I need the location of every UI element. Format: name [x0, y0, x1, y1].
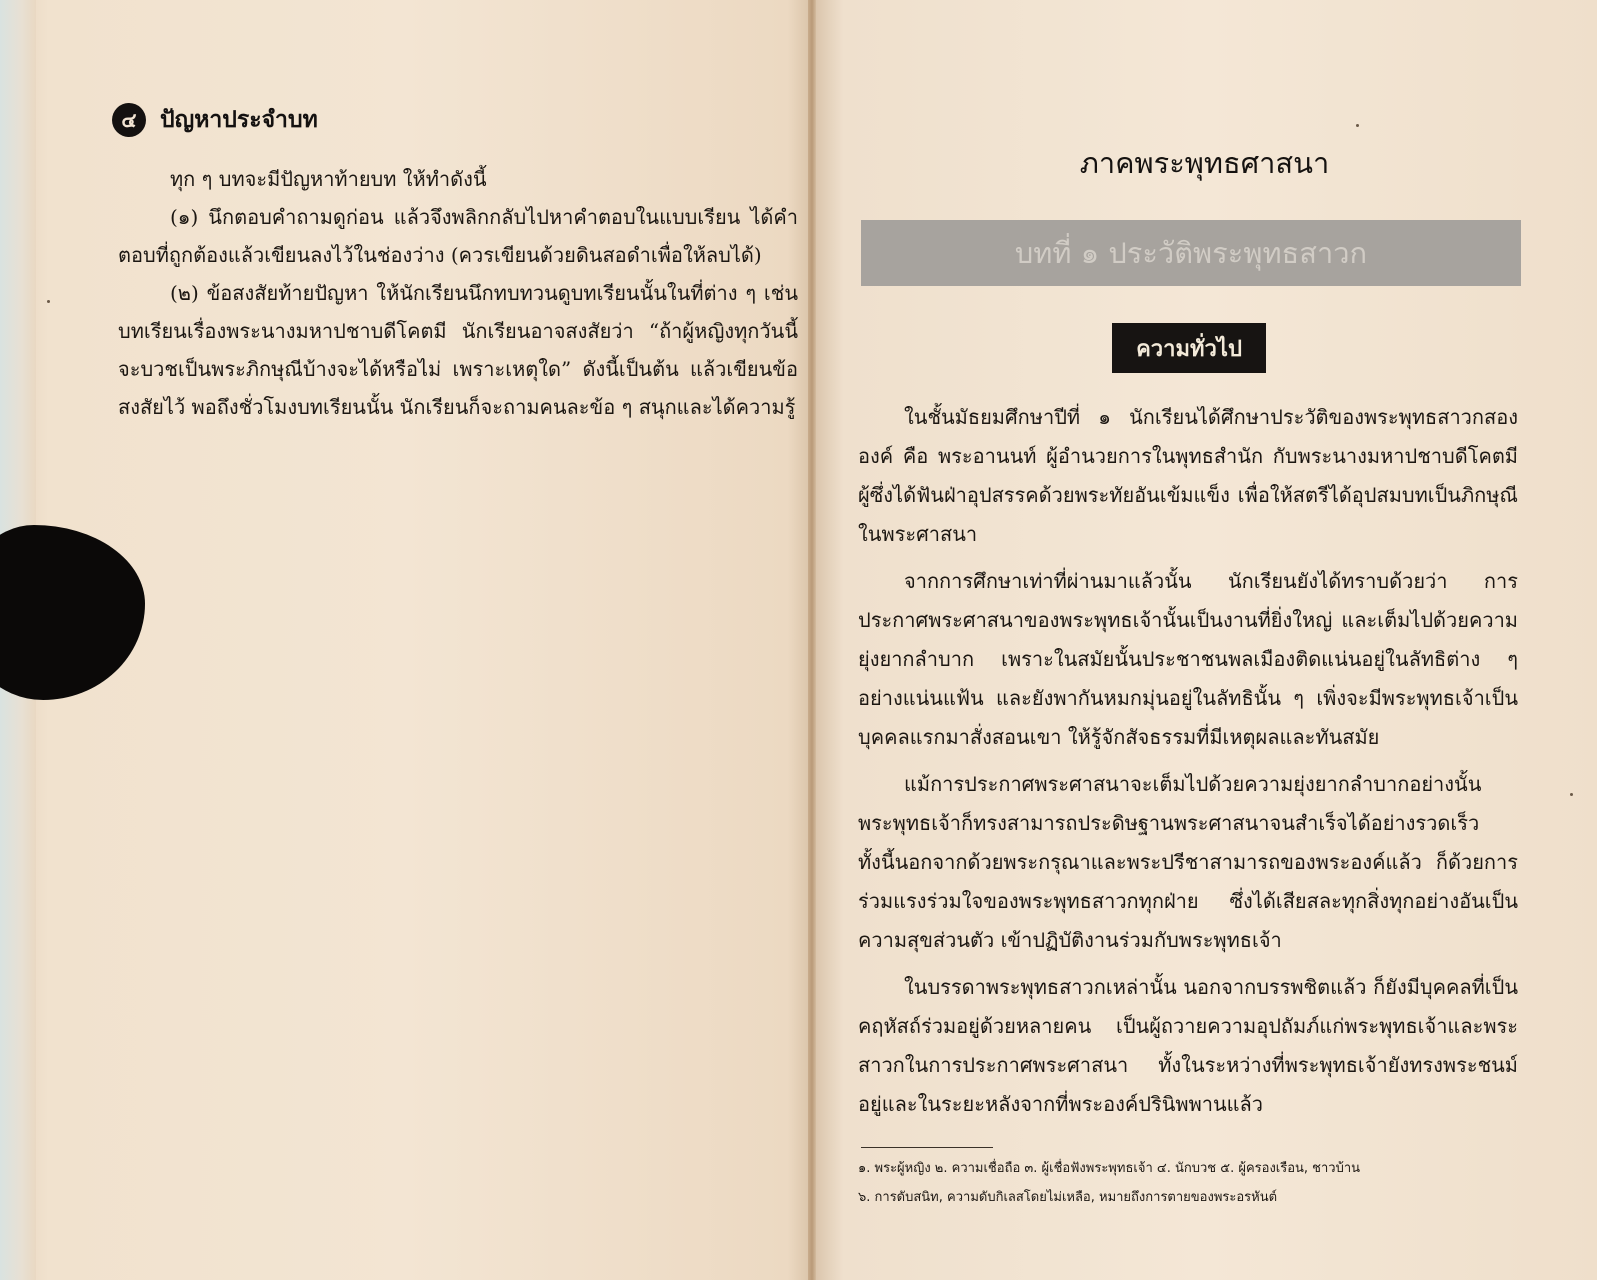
paragraph: แม้การประกาศพระศาสนาจะเต็มไปด้วยความยุ่งยากลำบากอย่างนั้น พระพุทธเจ้าก็ทรงสามารถประดิษฐานพระศาสนาจนสำเร็จได้อย่างรวดเร็ว ทั้งนี้นอกจากด้วยพระกรุณาและพระปรีชาสามารถของพระองค์แล้ว ก็ด้วยการร่วมแรงร่วมใจของพระพุทธสาวกทุกฝ่าย ซึ่งได้เสียสละทุกสิ่งทุกอย่างอันเป็นความสุขส่วนตัว เข้าปฏิบัติงานร่วมกับพระพุทธเจ้า — [858, 772, 1518, 952]
paragraph: ในบรรดาพระพุทธสาวกเหล่านั้น นอกจากบรรพชิตแล้ว ก็ยังมีบุคคลที่เป็นคฤหัสถ์ร่วมอยู่ด้วยหลายคน เป็นผู้ถวายความอุปถัมภ์แก่พระพุทธเจ้าและพระสาวกในการประกาศพระศาสนา ทั้งในระหว่างที่พระพุทธเจ้ายังทรงพระชนม์อยู่และในระยะหลังจากที่พระองค์ปรินิพพานแล้ว — [858, 975, 1518, 1116]
overview-label: ความทั่วไป — [1112, 323, 1266, 373]
heading-title: ปัญหาประจำบท — [160, 106, 318, 133]
paper-speck — [47, 300, 50, 303]
chapter-title-band — [861, 220, 1521, 286]
footnote-rule — [861, 1147, 993, 1148]
left-page-heading — [112, 102, 318, 138]
right-page-body — [858, 398, 1518, 1132]
paper-speck — [1570, 793, 1573, 796]
page-number-badge: ๔ — [112, 103, 146, 137]
footnote-line: ๖. การดับสนิท, ความดับกิเลสโดยไม่เหลือ, หมายถึงการตายของพระอรหันต์ — [858, 1190, 1278, 1205]
chapter-title: บทที่ ๑ ประวัติพระพุทธสาวก — [1014, 236, 1368, 270]
paragraph: (๑) นึกตอบคำถามดูก่อน แล้วจึงพลิกกลับไปหาคำตอบในแบบเรียน ได้คำตอบที่ถูกต้องแล้วเขียนลงไว้ในช่องว่าง (ควรเขียนด้วยดินสอดำเพื่อให้ลบได้) — [118, 205, 798, 267]
section-title: ภาคพระพุทธศาสนา — [1079, 146, 1330, 180]
left-page-body — [118, 160, 798, 426]
book-gutter — [808, 0, 816, 1280]
footnote-line: ๑. พระผู้หญิง ๒. ความเชื่อถือ ๓. ผู้เชื่อฟังพระพุทธเจ้า ๔. นักบวช ๕. ผู้ครองเรือน, ชาวบ้าน — [858, 1161, 1361, 1176]
paragraph: ทุก ๆ บทจะมีปัญหาท้ายบท ให้ทำดังนี้ — [170, 167, 487, 191]
paragraph: จากการศึกษาเท่าที่ผ่านมาแล้วนั้น นักเรียนยังได้ทราบด้วยว่า การประกาศพระศาสนาของพระพุทธเจ้านั้นเป็นงานที่ยิ่งใหญ่ และเต็มไปด้วยความยุ่งยากลำบาก เพราะในสมัยนั้นประชาชนพลเมืองติดแน่นอยู่ในลัทธิต่าง ๆ อย่างแน่นแฟ้น และยังพากันหมกมุ่นอยู่ในลัทธินั้น ๆ เพิ่งจะมีพระพุทธเจ้าเป็นบุคคลแรกมาสั่งสอนเขา ให้รู้จักสัจธรรมที่มีเหตุผลและทันสมัย — [858, 569, 1518, 749]
paragraph: (๒) ข้อสงสัยท้ายปัญหา ให้นักเรียนนึกทบทวนดูบทเรียนนั้นในที่ต่าง ๆ เช่นบทเรียนเรื่องพระนางมหาปชาบดีโคตมี นักเรียนอาจสงสัยว่า “ถ้าผู้หญิงทุกวันนี้จะบวชเป็นพระภิกษุณีบ้างจะได้หรือไม่ เพราะเหตุใด” ดังนี้เป็นต้น แล้วเขียนข้อสงสัยไว้ พอถึงชั่วโมงบทเรียนนั้น นักเรียนก็จะถามคนละข้อ ๆ สนุกและได้ความรู้ — [118, 281, 798, 419]
paper-speck — [1356, 124, 1359, 127]
footnotes — [858, 1154, 1518, 1212]
paragraph: ในชั้นมัธยมศึกษาปีที่ ๑ นักเรียนได้ศึกษาประวัติของพระพุทธสาวกสององค์ คือ พระอานนท์ ผู้อำนวยการในพุทธสำนัก กับพระนางมหาปชาบดีโคตมี ผู้ซึ่งได้ฟันฝ่าอุปสรรคด้วยพระทัยอันเข้มแข็ง เพื่อให้สตรีได้อุปสมบทเป็นภิกษุณีในพระศาสนา — [858, 405, 1518, 546]
